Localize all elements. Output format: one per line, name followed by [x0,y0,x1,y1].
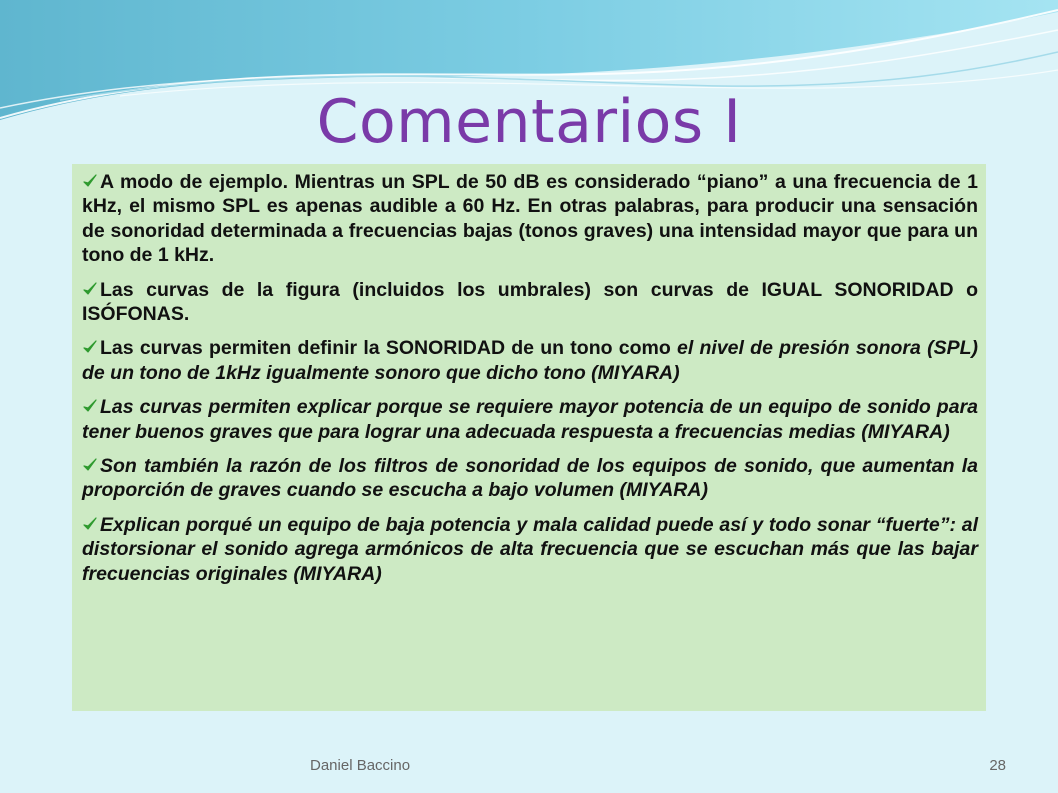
bullet-text: el nivel de presión sonora (SPL) de un tono de 1kHz igualmente sonoro que dicho tono (MIYARA) [82,337,978,384]
checkmark-icon [82,457,98,473]
bullet-text: Son también la razón de los filtros de sonoridad de los equipos de sonido, que aumentan la proporción de graves cuando se escucha a bajo volumen (MIYARA) [82,455,978,502]
bullet-text: Las curvas permiten explicar porque se requiere mayor potencia de un equipo de sonido para tener buenos graves que para lograr una adecuada respuesta a frecuencias medias (MIYARA) [82,396,978,443]
checkmark-icon [82,173,98,189]
bullet-text: Explican porqué un equipo de baja potencia y mala calidad puede así y todo sonar “fuerte”: al distorsionar el sonido agrega armónicos de alta frecuencia que se escuchan más que las bajar frecuencias originales (MIYARA) [82,513,978,585]
bullet-text: Las curvas de la figura (incluidos los umbrales) son curvas de IGUAL SONORIDAD o ISÓFONAS. [82,278,978,326]
bullet-item [82,278,978,327]
bullet-item [82,395,978,444]
bullet-text: A modo de ejemplo. Mientras un SPL de 50 dB es considerado “piano” a una frecuencia de 1 kHz, el mismo SPL es apenas audible a 60 Hz. En otras palabras, para producir una sensación de sonoridad determinada a frecuencias bajas (tonos graves) una intensidad mayor que para un tono de 1 kHz. [82,171,978,267]
bullet-item [82,336,978,385]
slide-title: Comentarios I [316,87,742,157]
bullet-item [82,454,978,503]
content-box [72,164,986,711]
bullet-text: Las curvas permiten definir la SONORIDAD de un tono como [100,337,678,360]
checkmark-icon [82,281,98,297]
checkmark-icon [82,516,98,532]
checkmark-icon [82,339,98,355]
bullet-item [82,170,978,268]
checkmark-icon [82,398,98,414]
page-number: 28 [989,757,1006,774]
footer-author: Daniel Baccino [310,757,411,774]
bullet-item [82,513,978,586]
